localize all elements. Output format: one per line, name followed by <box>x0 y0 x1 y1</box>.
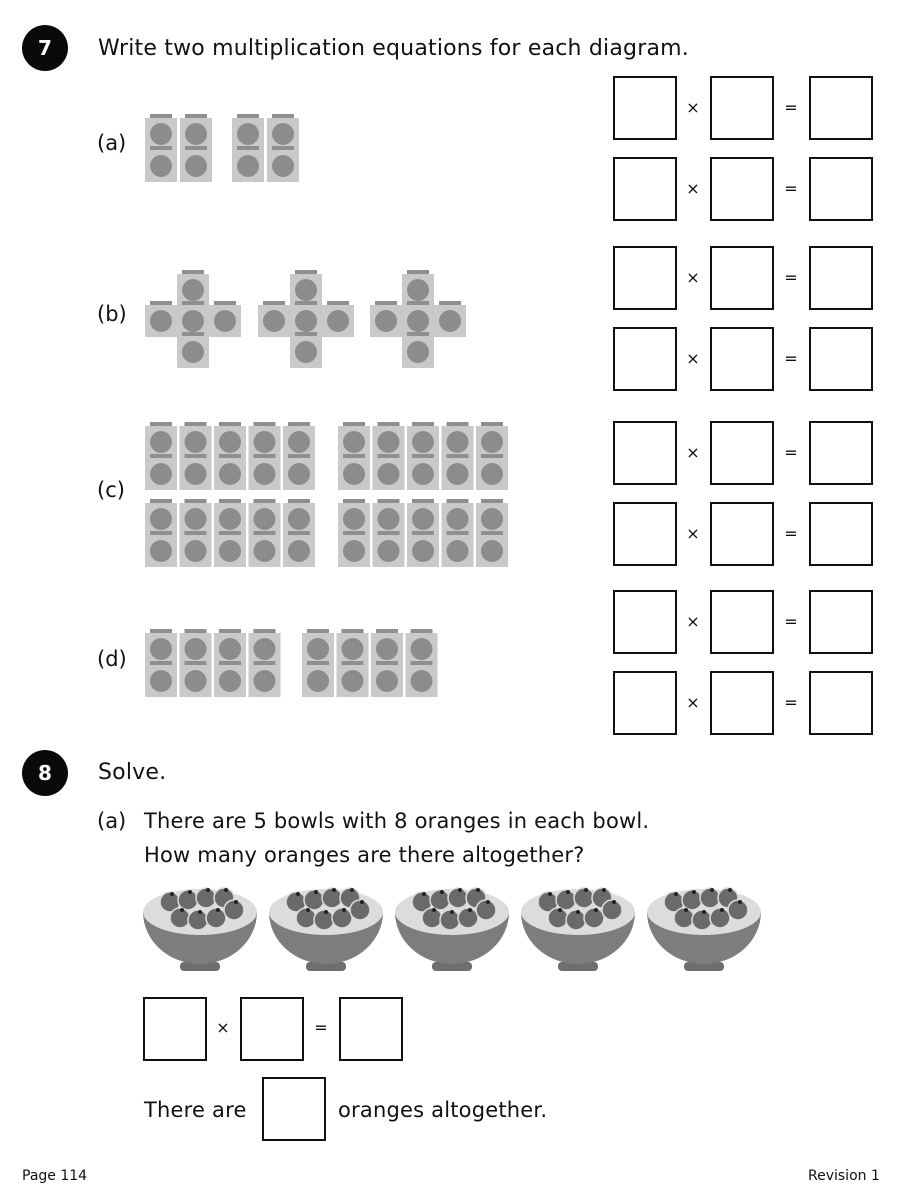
orange-stem <box>602 888 606 892</box>
orange <box>170 908 190 928</box>
q7-times-sign: × <box>686 612 700 631</box>
orange <box>548 908 568 928</box>
part-c-label: (c) <box>97 478 125 502</box>
orange-stem <box>710 888 714 892</box>
orange-stem <box>566 890 570 894</box>
bowl-of-oranges <box>521 888 635 971</box>
orange <box>574 888 594 908</box>
orange-stem <box>314 890 318 894</box>
orange <box>196 888 216 908</box>
q7-times-sign: × <box>686 443 700 462</box>
orange <box>314 910 334 930</box>
orange-stem <box>458 888 462 892</box>
q7-equals-sign: = <box>784 612 798 631</box>
orange <box>700 888 720 908</box>
orange-stem <box>332 888 336 892</box>
bowl-of-oranges <box>647 888 761 971</box>
orange <box>322 888 342 908</box>
orange-stem <box>234 900 238 904</box>
q7-times-sign: × <box>686 98 700 117</box>
orange <box>682 890 702 910</box>
part-b-label: (b) <box>97 302 127 326</box>
orange <box>728 900 748 920</box>
bowl-of-oranges <box>269 888 383 971</box>
orange <box>178 890 198 910</box>
orange-stem <box>576 910 580 914</box>
orange-stem <box>468 908 472 912</box>
orange-stem <box>296 892 300 896</box>
orange-stem <box>422 892 426 896</box>
orange-stem <box>440 890 444 894</box>
orange <box>350 900 370 920</box>
orange <box>692 910 712 930</box>
orange-stem <box>350 888 354 892</box>
orange-stem <box>486 900 490 904</box>
orange-stem <box>206 888 210 892</box>
orange <box>430 890 450 910</box>
question-7-number: 7 <box>22 25 68 71</box>
q7-times-sign: × <box>686 693 700 712</box>
question-8-instruction: Solve. <box>98 760 167 785</box>
orange <box>206 908 226 928</box>
orange-stem <box>548 892 552 896</box>
q7-times-sign: × <box>686 268 700 287</box>
orange-stem <box>720 908 724 912</box>
orange-stem <box>684 908 688 912</box>
orange-stem <box>360 900 364 904</box>
section-label: Revision 1 <box>808 1168 880 1184</box>
q8-answer-prefix: There are <box>144 1098 247 1122</box>
q7-equals-sign: = <box>784 179 798 198</box>
q7-times-sign: × <box>686 524 700 543</box>
q8-part-a-label: (a) <box>97 809 127 833</box>
orange <box>448 888 468 908</box>
orange <box>224 900 244 920</box>
question-8-number: 8 <box>22 750 68 796</box>
orange <box>476 900 496 920</box>
q8-factor-1-box[interactable] <box>143 997 207 1061</box>
q8-factor-2-box[interactable] <box>240 997 304 1061</box>
orange-stem <box>450 910 454 914</box>
orange-stem <box>306 908 310 912</box>
q7-equals-sign: = <box>784 98 798 117</box>
orange <box>304 890 324 910</box>
orange-stem <box>702 910 706 914</box>
orange <box>422 908 442 928</box>
bowl-of-oranges <box>395 888 509 971</box>
orange-stem <box>584 888 588 892</box>
orange-stem <box>594 908 598 912</box>
bowl-of-oranges <box>143 888 257 971</box>
orange <box>296 908 316 928</box>
q7-equals-sign: = <box>784 693 798 712</box>
orange-stem <box>324 910 328 914</box>
orange-stem <box>476 888 480 892</box>
orange-stem <box>432 908 436 912</box>
q7-equals-sign: = <box>784 524 798 543</box>
orange-stem <box>558 908 562 912</box>
q8-answer-box[interactable] <box>262 1077 326 1141</box>
orange <box>440 910 460 930</box>
orange-stem <box>674 892 678 896</box>
q8-product-box[interactable] <box>339 997 403 1061</box>
orange-stem <box>180 908 184 912</box>
q8-times-sign: × <box>216 1018 230 1037</box>
q7-equals-sign: = <box>784 443 798 462</box>
q8-question-line-1: There are 5 bowls with 8 oranges in each bowl. <box>144 809 650 833</box>
q7-equals-sign: = <box>784 268 798 287</box>
q8-answer-suffix: oranges altogether. <box>338 1098 548 1122</box>
orange <box>332 908 352 928</box>
orange-stem <box>342 908 346 912</box>
part-a-label: (a) <box>97 131 127 155</box>
orange <box>566 910 586 930</box>
orange <box>584 908 604 928</box>
orange-stem <box>738 900 742 904</box>
orange-stem <box>728 888 732 892</box>
q8-equals-sign: = <box>314 1018 328 1037</box>
page-number: Page 114 <box>22 1168 88 1184</box>
q8-question-line-2: How many oranges are there altogether? <box>144 843 585 867</box>
orange <box>674 908 694 928</box>
orange-stem <box>170 892 174 896</box>
question-7-instruction: Write two multiplication equations for each diagram. <box>98 36 689 61</box>
part-d-label: (d) <box>97 647 127 671</box>
orange-stem <box>612 900 616 904</box>
orange <box>602 900 622 920</box>
orange <box>710 908 730 928</box>
orange <box>188 910 208 930</box>
orange-stem <box>198 910 202 914</box>
orange-stem <box>692 890 696 894</box>
orange <box>458 908 478 928</box>
orange-stem <box>188 890 192 894</box>
orange <box>556 890 576 910</box>
q7-times-sign: × <box>686 179 700 198</box>
orange-stem <box>224 888 228 892</box>
q7-equals-sign: = <box>784 349 798 368</box>
q7-times-sign: × <box>686 349 700 368</box>
orange-stem <box>216 908 220 912</box>
